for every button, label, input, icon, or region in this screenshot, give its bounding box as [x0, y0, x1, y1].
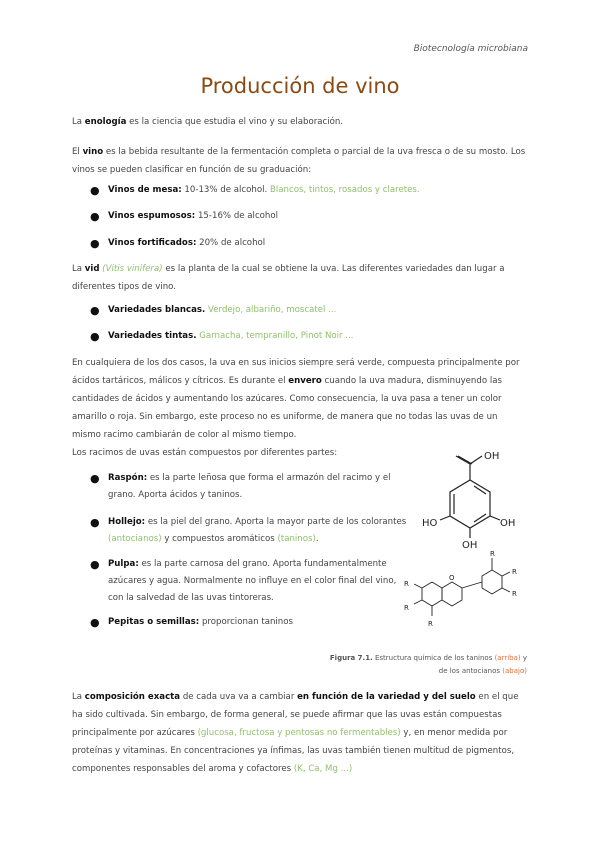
bullet-icon: ● — [90, 330, 100, 343]
figure-caption: Figura 7.1. Estructura química de los taninos (arriba) y de los antocianos (abajo) — [329, 654, 527, 675]
bullet-icon: ● — [90, 237, 100, 250]
list-item-variedades-tintas: ● Variedades tintas. Garnacha, tempranillo, Pinot Noir ... — [90, 330, 354, 343]
anthocyanin-structure — [414, 558, 510, 616]
r-label: R — [404, 604, 409, 612]
r-label: R — [404, 580, 409, 588]
bullet-icon: ● — [90, 516, 100, 529]
paragraph-vid: La vid (Vitis vinifera) es la planta de la cual se obtiene la uva. Las diferentes variedades dan lugar a diferentes tipos de vino. — [72, 264, 505, 292]
bullet-icon: ● — [90, 304, 100, 317]
oh-label: OH — [484, 451, 500, 462]
list-item-vinos-espumosos: ● Vinos espumosos: 15-16% de alcohol — [90, 210, 279, 223]
paragraph-enologia: La enología es la ciencia que estudia el vino y su elaboración. — [72, 117, 344, 127]
page-header: Biotecnología microbiana — [413, 44, 528, 54]
r-label: R — [428, 620, 433, 628]
bullet-icon: ● — [90, 558, 100, 571]
list-item-pepitas: ● Pepitas o semillas: proporcionan taninos — [90, 616, 293, 629]
oh-label: OH — [462, 540, 478, 551]
paragraph-envero: En cualquiera de los dos casos, la uva en sus inicios siempre será verde, compuesta principalmente por ácidos tartáricos, málicos y cítricos. Es durante el envero cuando la uva madura, disminuyendo las cantidades de ácidos y aumentando los azúcares. Como consecuencia, la uva pasa a tener un color amarillo o roja. Sin embargo, este proceso no es uniforme, de manera que no todas las uvas de un mismo racimo cambiarán de color al mismo tiempo. — [72, 358, 520, 440]
list-item-hollejo: ● Hollejo: es la piel del grano. Aporta la mayor parte de los colorantes (antocianos) y compuestos aromáticos (taninos). — [90, 516, 407, 544]
bullet-icon: ● — [90, 210, 100, 223]
chemical-structure-figure — [400, 440, 540, 640]
r-label: R — [512, 590, 517, 598]
list-item-variedades-blancas: ● Variedades blancas. Verdejo, albariño, moscatel ... — [90, 304, 337, 317]
list-item-raspon: ● Raspón: es la parte leñosa que forma el armazón del racimo y el grano. Aporta ácidos y taninos. — [90, 472, 391, 500]
list-item-vinos-mesa: ● Vinos de mesa: 10-13% de alcohol. Blancos, tintos, rosados y claretes. — [90, 184, 420, 197]
page-title: Producción de vino — [200, 74, 400, 98]
r-label: R — [512, 568, 517, 576]
list-item-vinos-fortificados: ● Vinos fortificados: 20% de alcohol — [90, 237, 266, 250]
tannin-structure — [440, 456, 500, 538]
bullet-icon: ● — [90, 616, 100, 629]
oxygen-label: O — [449, 574, 455, 582]
ho-label: HO — [422, 518, 438, 529]
paragraph-racimos: Los racimos de uvas están compuestos por diferentes partes: — [72, 448, 338, 458]
list-item-pulpa: ● Pulpa: es la parte carnosa del grano. Aporta fundamentalmente azúcares y agua. Normalmente no influye en el color final del vino, con la salvedad de las uvas tintoreras. — [90, 558, 397, 603]
bullet-icon: ● — [90, 184, 100, 197]
paragraph-composicion: La composición exacta de cada uva va a cambiar en función de la variedad y del suelo en el que ha sido cultivada. Sin embargo, de forma general, se puede afirmar que las uvas están compuestas principalmente por azúcares (glucosa, fructosa y pentosas no fermentables) y, en menor medida por proteínas y vitaminas. En concentraciones ya ínfimas, las uvas también tienen multitud de pigmentos, componentes responsables del aroma y cofactores (K, Ca, Mg ...) — [72, 692, 519, 774]
paragraph-vino: El vino es la bebida resultante de la fermentación completa o parcial de la uva fresca o de su mosto. Los vinos se pueden clasificar en función de su graduación: — [72, 147, 526, 175]
r-label: R — [490, 550, 495, 558]
bullet-icon: ● — [90, 472, 100, 485]
oh-label: OH — [500, 518, 516, 529]
